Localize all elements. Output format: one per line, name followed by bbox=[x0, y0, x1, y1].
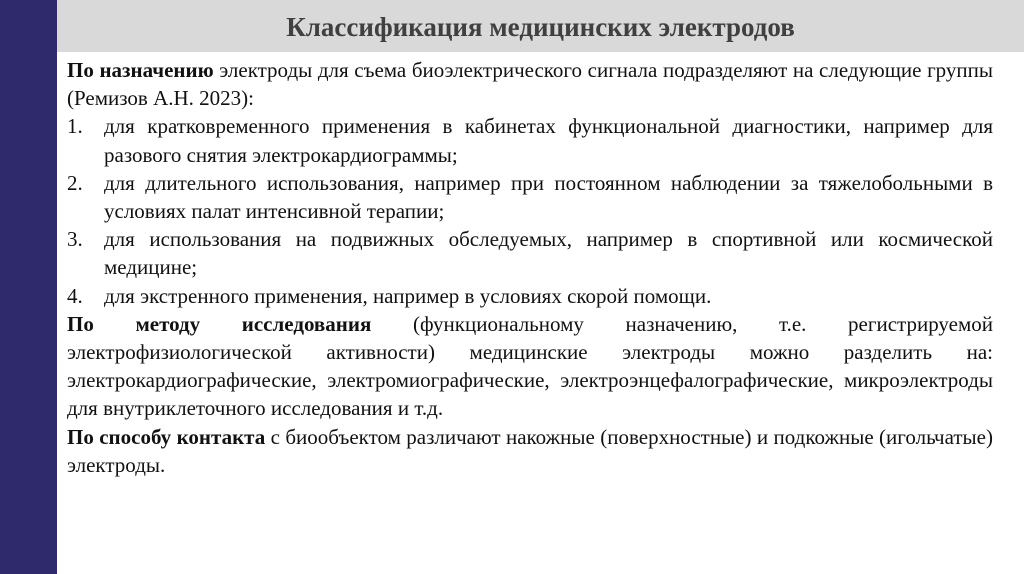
list-item-text: для экстренного применения, например в условиях скорой помощи. bbox=[104, 283, 712, 308]
left-accent-bar bbox=[0, 0, 57, 574]
section-contact bbox=[67, 423, 993, 479]
slide-title: Классификация медицинских электродов bbox=[286, 12, 795, 42]
list-item bbox=[67, 169, 993, 225]
list-item-number: 1. bbox=[67, 114, 83, 139]
list-item-number: 3. bbox=[67, 227, 83, 252]
section-purpose-heading: По назначению bbox=[67, 58, 214, 82]
list-item bbox=[67, 112, 993, 168]
list-item-number: 4. bbox=[67, 283, 83, 308]
list-item bbox=[67, 282, 993, 310]
section-method bbox=[67, 310, 993, 423]
list-item-text: для кратковременного применения в кабинетах функциональной диагностики, например для разового снятия электрокардиограммы; bbox=[104, 114, 993, 167]
section-purpose bbox=[67, 56, 993, 112]
section-method-heading: По методу исследования bbox=[67, 311, 372, 336]
section-method-text: (функциональному назначению, т.е. регистрируемой электрофизиологической активности) медицинские электроды можно разделить на: электрокардиографические, электромиографические, электроэнцефалографические, микроэлектроды для внутриклеточного исследования и т.д. bbox=[67, 311, 994, 421]
section-contact-heading: По способу контакта bbox=[67, 424, 266, 449]
list-item-text: для длительного использования, например при постоянном наблюдении за тяжелобольными в условиях палат интенсивной терапии; bbox=[104, 170, 993, 224]
slide-content bbox=[67, 56, 993, 479]
list-item-number: 2. bbox=[67, 170, 83, 195]
list-item bbox=[67, 225, 993, 281]
section-contact-text: с биообъектом различают накожные (поверхностные) и подкожные (игольчатые) электроды. bbox=[67, 424, 993, 477]
purpose-list bbox=[67, 112, 993, 309]
section-purpose-text: электроды для съема биоэлектрического сигнала подразделяют на следующие группы (Ремизов А.Н. 2023): bbox=[67, 58, 993, 111]
list-item-text: для использования на подвижных обследуемых, например в спортивной или космической медицине; bbox=[104, 227, 993, 280]
